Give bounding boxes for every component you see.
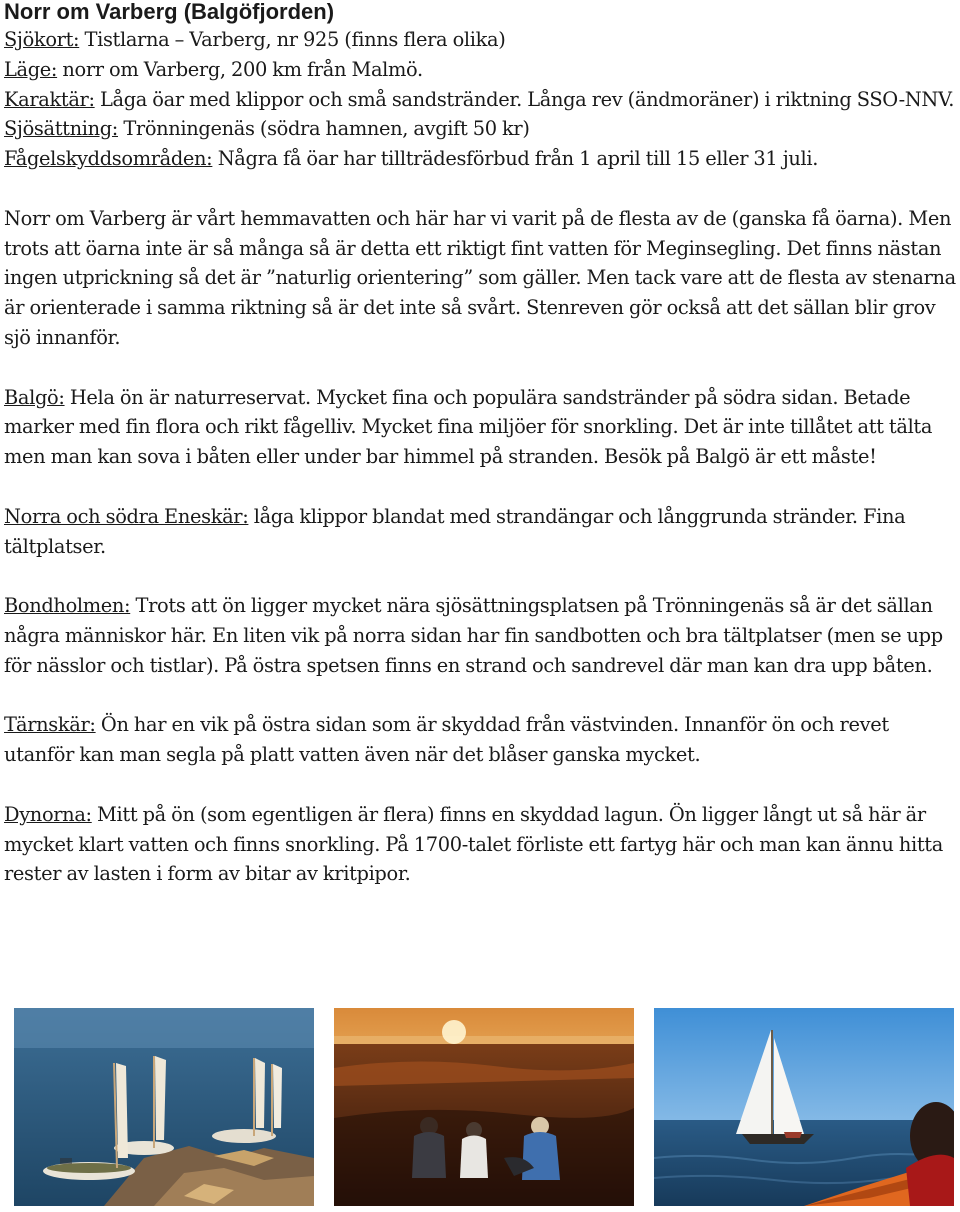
island-bondholmen <box>4 591 956 680</box>
island-dynorna <box>4 800 956 889</box>
meta-value: norr om Varberg, 200 km från Malmö. <box>57 57 423 81</box>
meta-line-sjokort <box>4 25 956 55</box>
island-eneskar <box>4 502 956 562</box>
meta-label: Sjösättning: <box>4 117 118 141</box>
island-name: Tärnskär: <box>4 713 96 737</box>
photo-strip <box>14 1008 956 1206</box>
meta-value: Låga öar med klippor och små sandstränder. Långa rev (ändmoräner) i riktning SSO-NNV. <box>94 87 955 111</box>
meta-line-fagelskydd <box>4 144 956 174</box>
island-description: Ön har en vik på östra sidan som är skyddad från västvinden. Innanför ön och revet utanför kan man segla på platt vatten även när det blåser ganska mycket. <box>4 713 889 767</box>
meta-label: Karaktär: <box>4 87 95 111</box>
meta-value: Några få öar har tillträdesförbud från 1 april till 15 eller 31 juli. <box>212 147 819 171</box>
document-page <box>4 0 956 889</box>
intro-paragraph <box>4 204 956 353</box>
meta-line-karaktar <box>4 85 956 115</box>
island-balgo <box>4 383 956 472</box>
meta-value: Tistlarna – Varberg, nr 925 (finns flera olika) <box>79 28 506 51</box>
photo-sunset-people <box>334 1008 634 1206</box>
island-name: Bondholmen: <box>4 594 131 618</box>
photo-sailing-sea <box>654 1008 954 1206</box>
island-description: Mitt på ön (som egentligen är flera) finns en skyddad lagun. Ön ligger långt ut så här är mycket klart vatten och finns snorkling. På 1700-talet förliste ett fartyg här och man kan ännu hitta rester av lasten i form av bitar av kritpipor. <box>4 802 943 886</box>
photo-sailboats-shore <box>14 1008 314 1206</box>
island-name: Balgö: <box>4 385 65 409</box>
intro-text: Norr om Varberg är vårt hemmavatten och här har vi varit på de flesta av de (ganska få öarna). Men trots att öarna inte är så många så är detta ett riktigt fint vatten för Meginsegling. Det finns nästan ingen utprickning så det är ”naturlig orientering” som gäller. Men tack vare att de flesta av stenarna är orienterade i samma riktning så är det inte så svårt. Stenreven gör också att det sällan blir grov sjö innanför. <box>4 206 956 349</box>
island-description: låga klippor blandat med strandängar och långgrunda stränder. Fina tältplatser. <box>4 504 906 558</box>
meta-value: Trönningenäs (södra hamnen, avgift 50 kr) <box>118 117 530 141</box>
island-description: Trots att ön ligger mycket nära sjösättningsplatsen på Trönningenäs så är det sällan några människor här. En liten vik på norra sidan har fin sandbotten och bra tältplatser (men se upp för nässlor och tistlar). På östra spetsen finns en strand och sandrevel där man kan dra upp båten. <box>4 594 943 677</box>
meta-label: Sjökort: <box>4 28 80 51</box>
island-name: Norra och södra Eneskär: <box>4 504 249 528</box>
meta-label: Läge: <box>4 57 58 81</box>
meta-label: Fågelskyddsområden: <box>4 147 213 171</box>
meta-line-sjosattning <box>4 114 956 144</box>
island-tarnskar <box>4 710 956 770</box>
island-name: Dynorna: <box>4 802 92 826</box>
island-description: Hela ön är naturreservat. Mycket fina och populära sandstränder på södra sidan. Betade marker med fin flora och rikt fågelliv. Mycket fina miljöer för snorkling. Det är inte tillåtet att tälta men man kan sova i båten eller under bar himmel på stranden. Besök på Balgö är ett måste! <box>4 385 933 469</box>
meta-info <box>4 25 956 174</box>
page-title: Norr om Varberg (Balgöfjorden) <box>4 0 335 24</box>
meta-line-lage <box>4 55 956 85</box>
